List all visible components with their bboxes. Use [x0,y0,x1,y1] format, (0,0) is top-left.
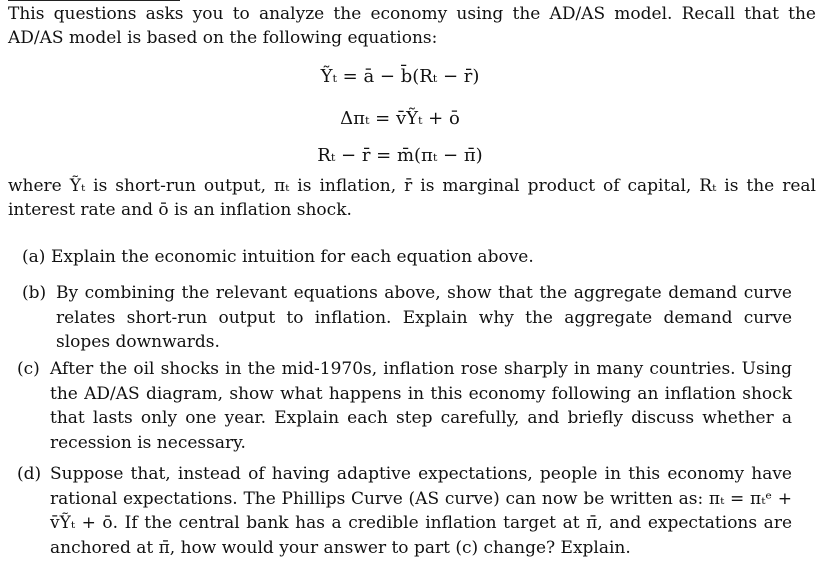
equation-is-curve: Ỹₜ = ā − b̄(Rₜ − r̄) [320,66,480,87]
question-item-b [22,281,792,355]
question-item-a [22,245,792,270]
equation-monetary-policy-rule: Rₜ − r̄ = m̄(πₜ − π̄) [317,145,483,166]
question-item-d [17,462,792,560]
question-text-d: Suppose that, instead of having adaptive expectations, people in this economy have rational expectations. The Phillips Curve (AS curve) can now be written as: πₜ = πₜᵉ + v̄Ỹₜ + ō. If the central bank has a credible inflation target at π̄, and expectations are anchored at π̄, how would your answer to part (c) change? Explain. [50,464,792,558]
variable-definitions: where Ỹₜ is short-run output, πₜ is inflation, r̄ is marginal product of capital, Rₜ is the real interest rate and ō is an inflation shock. [8,176,816,220]
top-rule [8,0,180,1]
question-label-c: (c) [17,359,40,379]
question-text-a: Explain the economic intuition for each equation above. [51,247,534,267]
intro-paragraph: This questions asks you to analyze the economy using the AD/AS model. Recall that the AD/AS model is based on the following equations: [8,4,816,48]
question-text-b: By combining the relevant equations above, show that the aggregate demand curve relates short-run output to inflation. Explain why the aggregate demand curve slopes downwards. [56,283,792,352]
question-label-a: (a) [22,247,46,267]
question-item-c [17,357,792,455]
question-label-b: (b) [22,283,47,303]
equation-phillips-curve: Δπₜ = v̄Ỹₜ + ō [340,108,460,129]
question-label-d: (d) [17,464,42,484]
question-text-c: After the oil shocks in the mid-1970s, inflation rose sharply in many countries. Using the AD/AS diagram, show what happens in this economy following an inflation shock that lasts only one year. Explain each step carefully, and briefly discuss whether a recession is necessary. [50,359,792,453]
